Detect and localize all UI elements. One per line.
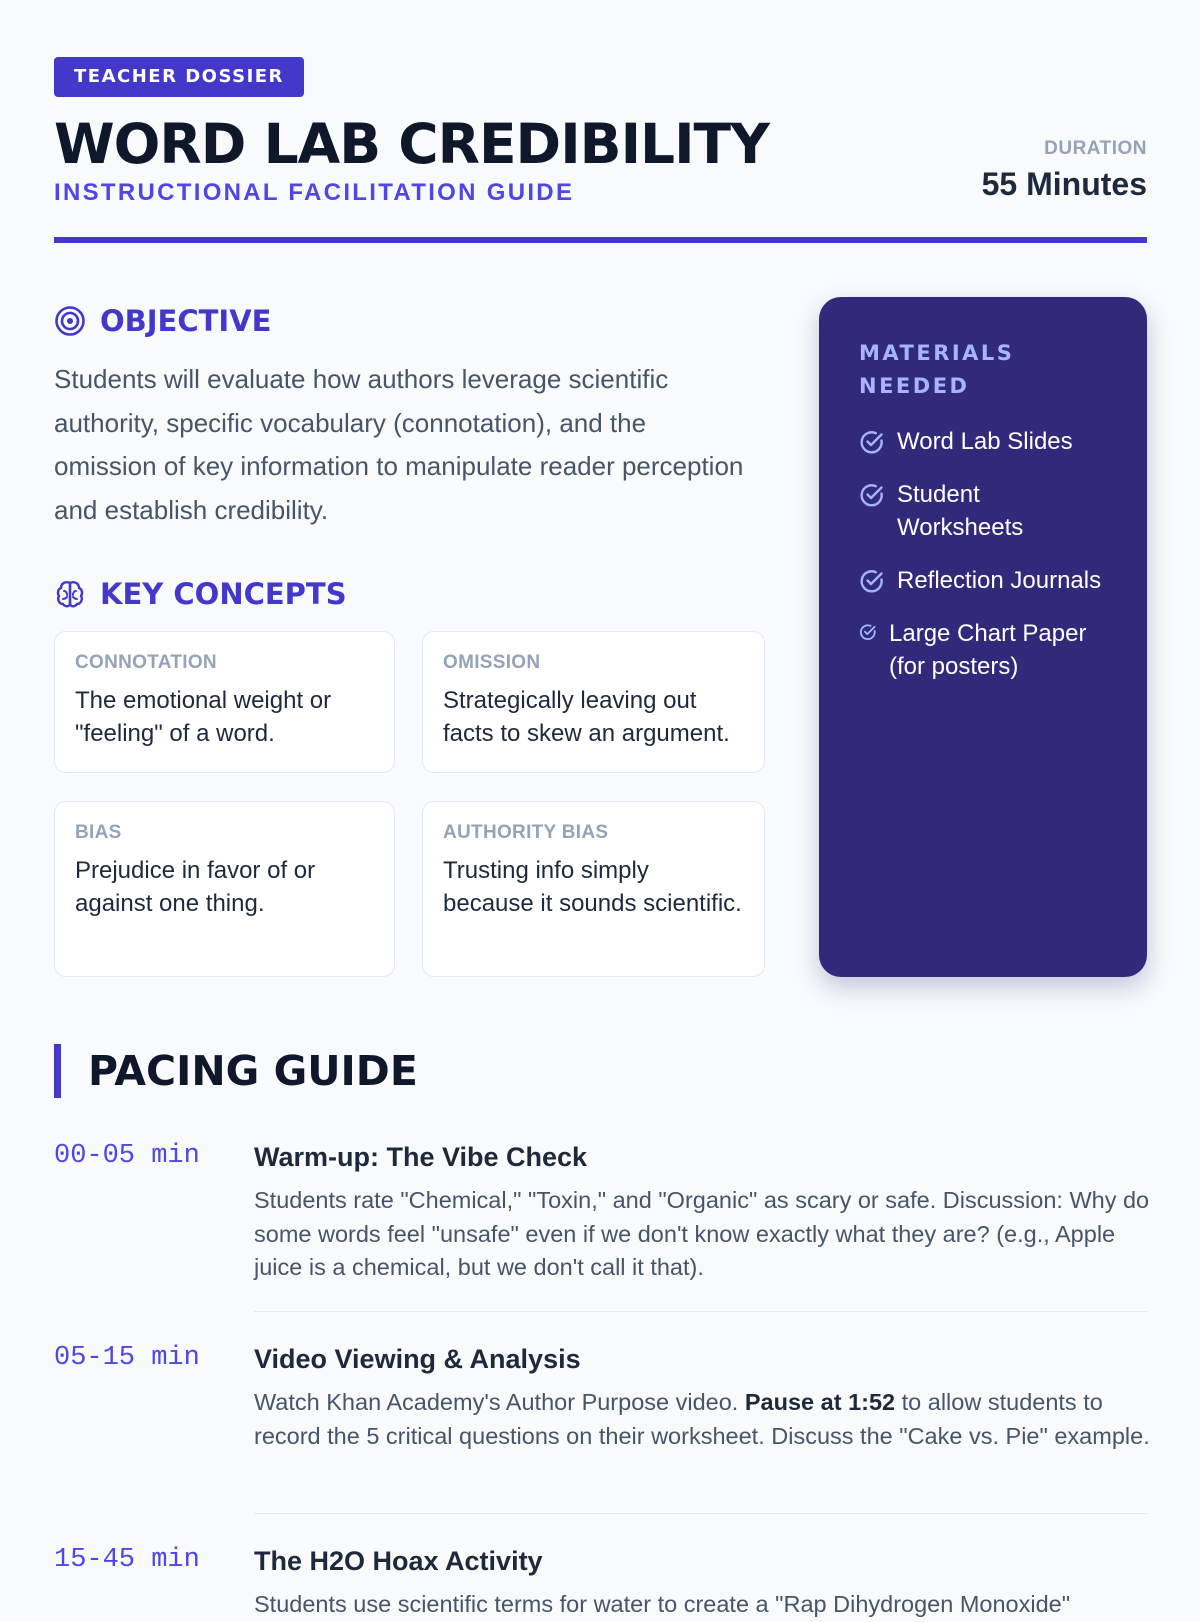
- pacing-divider: [254, 1513, 1147, 1514]
- brain-icon: [54, 578, 86, 610]
- pacing-step-description: Students use scientific terms for water to create a "Rap Dihydrogen Monoxide": [254, 1591, 1071, 1617]
- page-subtitle: INSTRUCTIONAL FACILITATION GUIDE: [54, 179, 575, 206]
- concept-definition: Strategically leaving out facts to skew an argument.: [443, 687, 730, 747]
- pacing-step-title: The H2O Hoax Activity: [254, 1546, 543, 1576]
- pacing-step-description: [254, 1386, 1154, 1453]
- concept-term: AUTHORITY BIAS: [443, 822, 609, 843]
- key-concepts-heading-label: KEY CONCEPTS: [100, 577, 347, 611]
- materials-item-label: Large Chart Paper (for posters): [889, 620, 1087, 680]
- concept-card-connotation: [54, 631, 395, 773]
- pacing-desc-text: to allow students to record the 5 critical questions on their worksheet. Discuss the "Cake vs. Pie" example.: [254, 1389, 1150, 1449]
- duration-value: 55 Minutes: [981, 166, 1147, 202]
- concept-term: CONNOTATION: [75, 652, 217, 673]
- materials-item-label: Reflection Journals: [897, 567, 1102, 594]
- check-circle-icon: [859, 623, 877, 641]
- concept-definition: Trusting info simply because it sounds scientific.: [443, 857, 742, 917]
- materials-item: [859, 478, 1107, 544]
- objective-heading-label: OBJECTIVE: [100, 304, 272, 338]
- pacing-heading: PACING GUIDE: [88, 1047, 418, 1095]
- pacing-step-title: Video Viewing & Analysis: [254, 1344, 581, 1374]
- concept-definition: Prejudice in favor of or against one thing.: [75, 857, 316, 917]
- materials-item: [859, 425, 1107, 458]
- target-icon: [54, 305, 86, 337]
- concept-term: OMISSION: [443, 652, 541, 673]
- materials-item: [859, 564, 1107, 597]
- duration-label: DURATION: [1044, 138, 1147, 159]
- pacing-accent-bar: [54, 1044, 61, 1098]
- pacing-time: 05-15 min: [54, 1343, 200, 1373]
- check-circle-icon: [859, 429, 885, 455]
- materials-heading: MATERIALS NEEDED: [859, 341, 1015, 398]
- objective-text: Students will evaluate how authors leverage scientific authority, specific vocabulary (connotation), and the omission of key information to manipulate reader perception and establish credibility.: [54, 364, 744, 525]
- header-divider: [54, 237, 1147, 243]
- check-circle-icon: [859, 568, 885, 594]
- pacing-desc-text: Watch Khan Academy's Author Purpose video.: [254, 1389, 745, 1415]
- pacing-desc-emphasis: Pause at 1:52: [744, 1389, 896, 1415]
- check-circle-icon: [859, 482, 885, 508]
- concept-term: BIAS: [75, 822, 122, 843]
- concept-card-bias: [54, 801, 395, 977]
- pacing-step-title: Warm-up: The Vibe Check: [254, 1142, 588, 1172]
- pacing-time: 15-45 min: [54, 1545, 200, 1575]
- materials-item-label: Word Lab Slides: [897, 428, 1073, 455]
- pacing-divider: [254, 1311, 1147, 1312]
- dossier-badge: TEACHER DOSSIER: [54, 57, 304, 97]
- pacing-step-description: Students rate "Chemical," "Toxin," and "Organic" as scary or safe. Discussion: Why do some words feel "unsafe" even if we don't know exactly what they are? (e.g., Apple juice is a chemical, but we don't call it that).: [254, 1187, 1150, 1280]
- pacing-time: 00-05 min: [54, 1141, 200, 1171]
- concept-card-authority-bias: [422, 801, 765, 977]
- materials-item: [859, 617, 1107, 683]
- key-concepts-heading: [54, 577, 347, 611]
- objective-heading: [54, 304, 271, 338]
- materials-panel: [819, 297, 1147, 977]
- concept-card-omission: [422, 631, 765, 773]
- materials-item-label: Student Worksheets: [897, 481, 1024, 541]
- concept-definition: The emotional weight or "feeling" of a word.: [75, 687, 332, 747]
- page-title: WORD LAB CREDIBILITY: [54, 112, 769, 176]
